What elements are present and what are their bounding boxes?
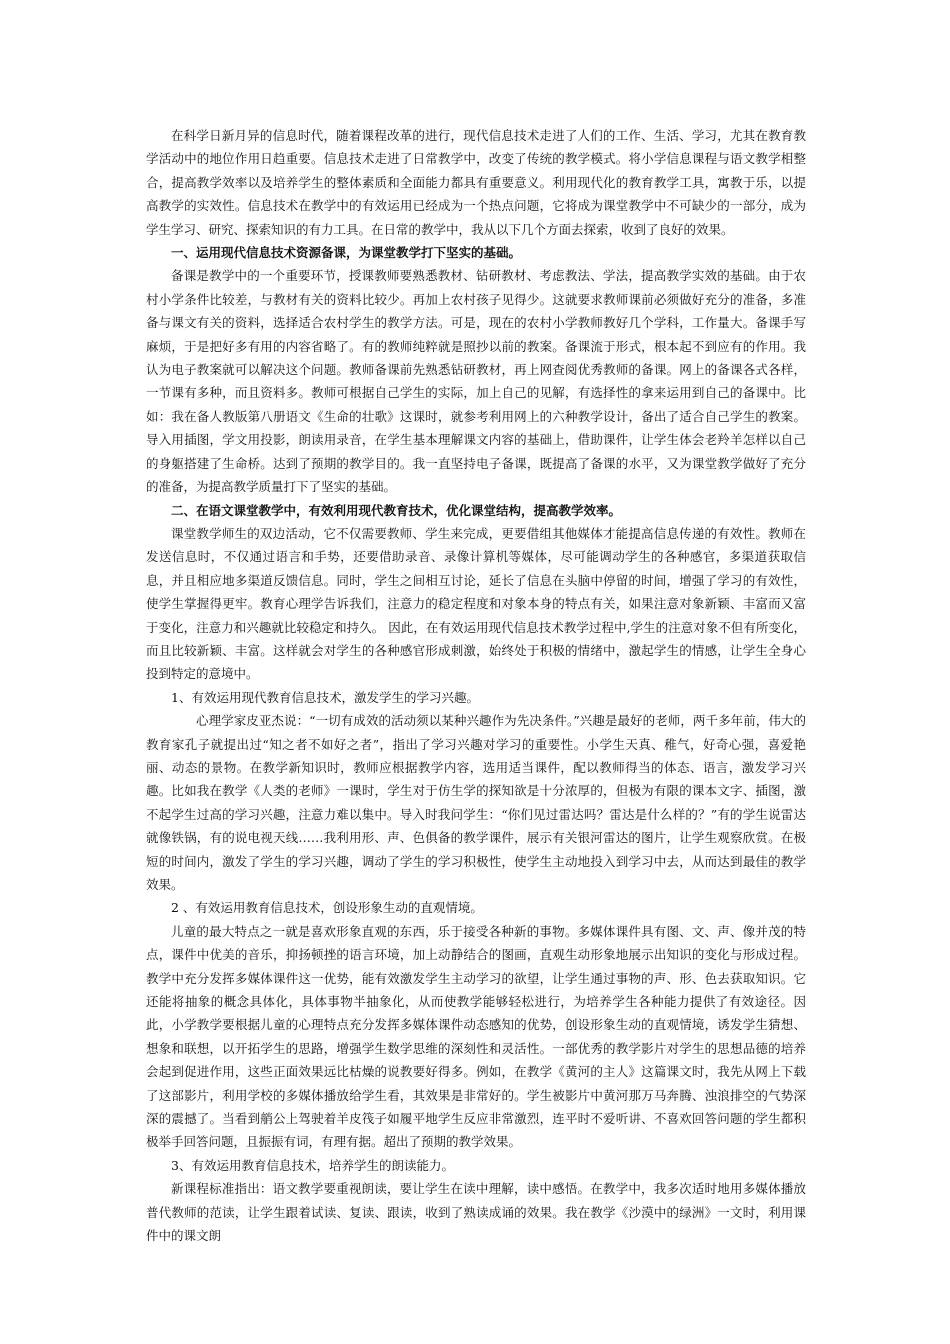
section-heading-1: 一、运用现代信息技术资源备课，为课堂教学打下坚实的基础。 bbox=[171, 245, 522, 261]
subheading-3: 3、有效运用教育信息技术，培养学生的朗读能力。 bbox=[171, 1157, 454, 1173]
body-paragraph: 儿童的最大特点之一就是喜欢形象直观的东西，乐于接受各种新的事物。多媒体课件具有图、文、声、像并茂的特点，课件中优美的音乐，抑扬顿挫的语言环境，加上动静结合的图画，直观生动形象地展示出知识的变化与形成过程。教学中充分发挥多媒体课件这一优势，能有效激发学生主动学习的欲望，让学生通过事物的声、形、色去获取知识。它还能将抽象的概念具体化，具体事物半抽象化，从而使教学能够轻松进行，为培养学生各种能力提供了有效途径。因此，小学教学要根据儿童的心理特点充分发挥多媒体课件动态感知的优势，创设形象生动的直观情境，诱发学生猜想、想象和联想，以开拓学生的思路，增强学生数学思维的深刻性和灵活性。一部优秀的教学影片对学生的思想品德的培养会起到促进作用，这些正面效果远比枯燥的说教要好得多。例如，在教学《黄河的主人》这篇课文时，我先从网上下载了这部影片，利用学校的多媒体播放给学生看，其效果是非常好的。学生被影片中黄河那万马奔腾、浊浪排空的气势深深的震撼了。当看到艄公上驾驶着羊皮筏子如履平地学生反应非常激烈，连平时不爱听讲、不喜欢回答问题的学生都积极举手回答问题，且振振有词，有理有据。超出了预期的教学效果。 bbox=[146, 923, 806, 1150]
section-heading-2: 二、在语文课堂教学中，有效利用现代教育技术，优化课堂结构，提高教学效率。 bbox=[171, 502, 622, 518]
intro-paragraph: 在科学日新月异的信息时代，随着课程改革的进行，现代信息技术走进了人们的工作、生活、学习，尤其在教育教学活动中的地位作用日趋重要。信息技术走进了日常教学中，改变了传统的教学模式。将小学信息课程与语文教学相整合，提高教学效率以及培养学生的整体素质和全面能力都具有重要意义。利用现代化的教育教学工具，寓教于乐，以提高教学的实效性。信息技术在教学中的有效运用已经成为一个热点问题，它将成为课堂教学中不可缺少的一部分，成为学生学习、研究、探索知识的有力工具。在日常的教学中，我从以下几个方面去探索，收到了良好的效果。 bbox=[146, 128, 806, 237]
document-body bbox=[146, 124, 806, 1248]
subheading-1: 1、有效运用现代教育信息技术，激发学生的学习兴趣。 bbox=[171, 689, 479, 705]
body-paragraph: 课堂教学师生的双边活动，它不仅需要教师、学生来完成，更要借组其他媒体才能提高信息传递的有效性。教师在发送信息时，不仅通过语言和手势，还要借助录音、录像计算机等媒体，尽可能调动学生的各种感官，多渠道获取信息，并且相应地多渠道反馈信息。同时，学生之间相互讨论，延长了信息在头脑中停留的时间，增强了学习的有效性，使学生掌握得更牢。教育心理学告诉我们，注意力的稳定程度和对象本身的特点有关，如果注意对象新颖、丰富而又富于变化，注意力和兴趣就比较稳定和持久。 因此，在有效运用现代信息技术教学过程中,学生的注意对象不但有所变化，而且比较新颖、丰富。这样就会对学生的各种感官形成刺激，始终处于积极的情绪中，激起学生的情感，让学生全身心投到特定的意境中。 bbox=[146, 525, 806, 682]
body-paragraph: 心理学家皮亚杰说：“一切有成效的活动须以某种兴趣作为先决条件。”兴趣是最好的老师，两千多年前，伟大的教育家孔子就提出过“知之者不如好之者”，指出了学习兴趣对学习的重要性。小学生天真、稚气，好奇心强，喜爱艳丽、动态的景物。在教学新知识时，教师应根据教学内容，选用适当课件，配以教师得当的体态、语言，激发学习兴趣。比如我在教学《人类的老师》一课时，学生对于仿生学的探知欲是十分浓厚的，但极为有限的课本文字、插图，激不起学生过高的学习兴趣，注意力难以集中。导入时我问学生：“你们见过雷达吗？雷达是什么样的？”有的学生说雷达就像铁锅，有的说电视天线……我利用形、声、色俱备的教学课件，展示有关银河雷达的图片，让学生观察欣赏。在极短的时间内，激发了学生的学习兴趣，调动了学生的学习积极性，使学生主动地投入到学习中去，从而达到最佳的教学效果。 bbox=[146, 713, 806, 892]
body-paragraph: 备课是教学中的一个重要环节，授课教师要熟悉教材、钻研教材、考虑教法、学法，提高教学实效的基础。由于农村小学条件比较差，与教材有关的资料比较少。再加上农村孩子见得少。这就要求教师课前必须做好充分的准备，多准备与课文有关的资料，选择适合农村学生的教学方法。可是，现在的农村小学教师教好几个学科，工作量大。备课手写麻烦，于是把好多有用的内容省略了。有的教师纯粹就是照抄以前的教案。备课流于形式，根本起不到应有的作用。我认为电子教案就可以解决这个问题。教师备课前先熟悉钻研教材，再上网查阅优秀教师的备课。网上的备课各式各样，一节课有多种，而且资料多。教师可根据自己学生的实际，加上自己的见解，有选择性的拿来运用到自己的备课中。比如：我在备人教版第八册语文《生命的壮歌》这课时，就参考利用网上的六种教学设计，备出了适合自己学生的教案。导入用插图，学文用投影，朗读用录音，在学生基本理解课文内容的基础上，借助课件，让学生体会老羚羊怎样以自己的身躯搭建了生命桥。达到了预期的教学目的。我一直坚持电子备课，既提高了备课的水平，又为课堂教学做好了充分的准备，为提高教学质量打下了坚实的基础。 bbox=[146, 268, 806, 495]
subheading-2: 2 、有效运用教育信息技术，创设形象生动的直观情境。 bbox=[171, 900, 483, 916]
body-paragraph: 新课程标准指出：语文教学要重视朗读，要让学生在读中理解，读中感悟。在教学中，我多次适时地用多媒体播放普代教师的范读，让学生跟着试读、复读、跟读，收到了熟读成诵的效果。我在教学《沙漠中的绿洲》一文时，利用课件中的课文朗 bbox=[146, 1181, 806, 1244]
